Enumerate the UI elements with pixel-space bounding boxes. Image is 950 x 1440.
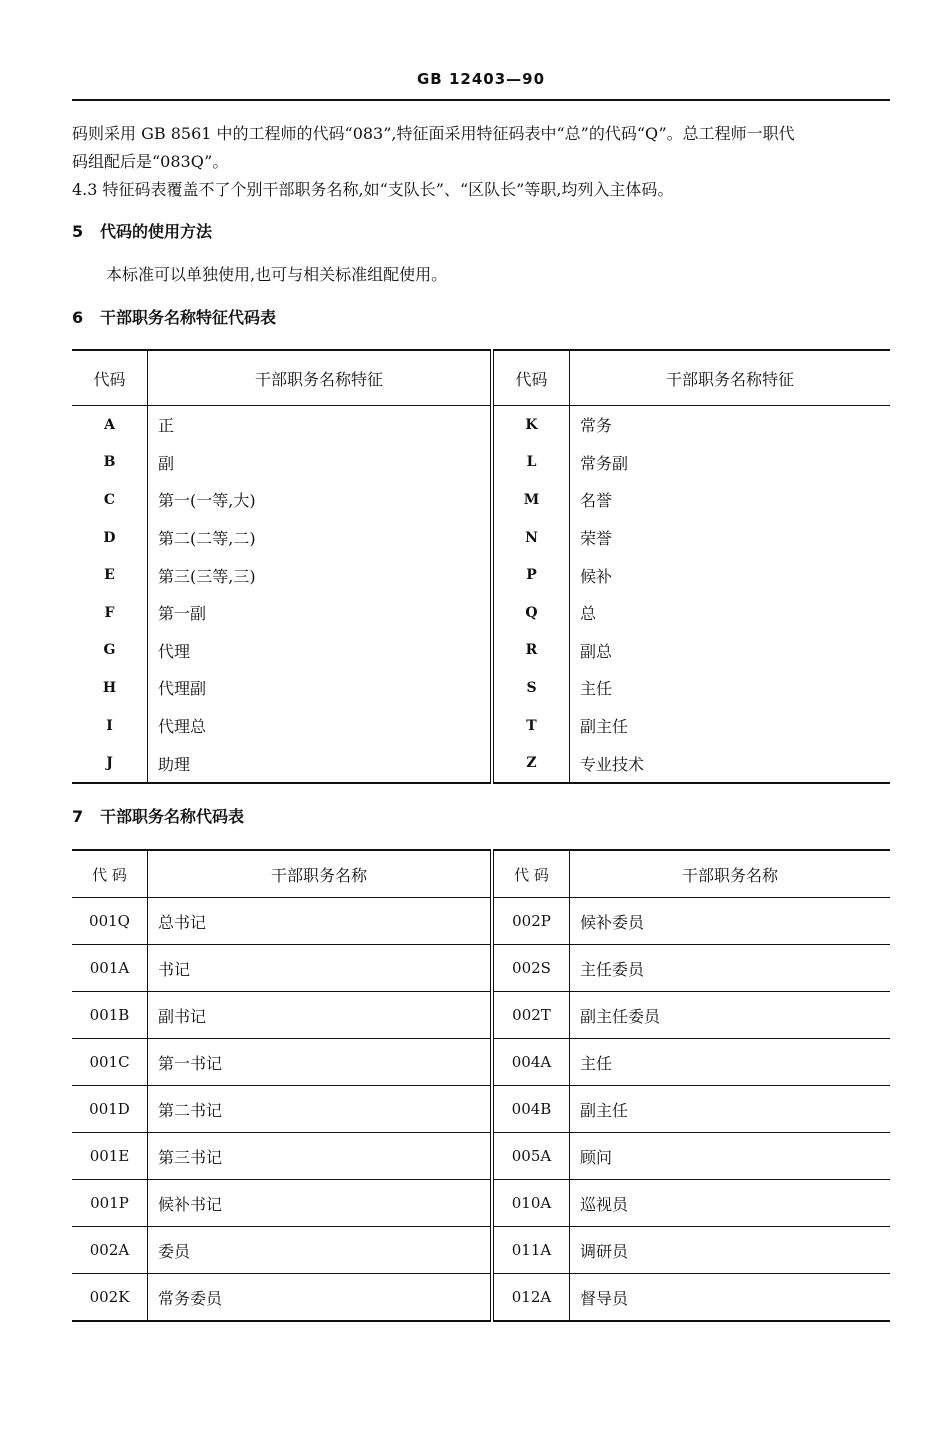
cell-code-2: 004A bbox=[492, 1039, 570, 1086]
cell-name: 代理 bbox=[148, 632, 493, 670]
table-row bbox=[72, 1180, 890, 1227]
header-code: 代 码 bbox=[72, 850, 148, 898]
cell-name: 副 bbox=[148, 444, 493, 482]
table-header-row bbox=[72, 850, 890, 898]
table-row bbox=[72, 1274, 890, 1322]
cell-name: 第一(一等,大) bbox=[148, 481, 493, 519]
cell-code-2: 002P bbox=[492, 898, 570, 945]
cell-code-2: 011A bbox=[492, 1227, 570, 1274]
table-row bbox=[72, 481, 890, 519]
cell-name: 书记 bbox=[148, 945, 493, 992]
table-row bbox=[72, 1039, 890, 1086]
cell-name: 委员 bbox=[148, 1227, 493, 1274]
header-feature: 干部职务名称特征 bbox=[148, 350, 493, 406]
table-row bbox=[72, 707, 890, 745]
cell-code-2: 004B bbox=[492, 1086, 570, 1133]
cell-name: 第三(三等,三) bbox=[148, 556, 493, 594]
cell-code: 001Q bbox=[72, 898, 148, 945]
cell-name-2: 荣誉 bbox=[570, 519, 891, 557]
section-7-number: 7 bbox=[72, 807, 84, 826]
document-header: GB 12403—90 bbox=[416, 70, 546, 88]
paragraph-line-1: 码则采用 GB 8561 中的工程师的代码“083”,特征面采用特征码表中“总”的代码“Q”。总工程师一职代 bbox=[72, 124, 795, 143]
cell-code-2: T bbox=[492, 707, 570, 745]
header-code: 代码 bbox=[72, 350, 148, 406]
cell-name-2: 主任 bbox=[570, 669, 891, 707]
cell-name: 第二书记 bbox=[148, 1086, 493, 1133]
section-6-title: 干部职务名称特征代码表 bbox=[100, 308, 277, 327]
section-6-heading bbox=[72, 304, 276, 331]
cell-name-2: 主任委员 bbox=[570, 945, 891, 992]
table-row bbox=[72, 519, 890, 557]
table-row bbox=[72, 444, 890, 482]
cell-name-2: 副总 bbox=[570, 632, 891, 670]
feature-code-table bbox=[72, 349, 890, 784]
cell-name-2: 专业技术 bbox=[570, 744, 891, 783]
table-row bbox=[72, 632, 890, 670]
section-5-title: 代码的使用方法 bbox=[100, 222, 213, 241]
section-7-title: 干部职务名称代码表 bbox=[100, 807, 245, 826]
cell-name-2: 调研员 bbox=[570, 1227, 891, 1274]
cell-code-2: K bbox=[492, 406, 570, 444]
table-row bbox=[72, 594, 890, 632]
cell-name: 助理 bbox=[148, 744, 493, 783]
table-row bbox=[72, 1133, 890, 1180]
cell-code: F bbox=[104, 604, 115, 621]
header-code-2: 代 码 bbox=[492, 850, 570, 898]
cell-code: 001C bbox=[72, 1039, 148, 1086]
cell-name: 总书记 bbox=[148, 898, 493, 945]
position-code-table bbox=[72, 849, 890, 1322]
cell-code-2: Z bbox=[492, 744, 570, 783]
cell-code: H bbox=[102, 679, 117, 696]
cell-code: C bbox=[103, 491, 116, 508]
cell-name-2: 常务 bbox=[570, 406, 891, 444]
paragraph-line-2: 码组配后是“083Q”。 bbox=[72, 152, 229, 171]
cell-code-2: 002S bbox=[492, 945, 570, 992]
cell-code-2: Q bbox=[492, 594, 570, 632]
cell-code-2: 002T bbox=[492, 992, 570, 1039]
section-7-heading bbox=[72, 803, 244, 830]
header-feature-2: 干部职务名称特征 bbox=[570, 350, 891, 406]
cell-name: 第二(二等,二) bbox=[148, 519, 493, 557]
header-rule bbox=[72, 99, 890, 101]
cell-code: 001E bbox=[72, 1133, 148, 1180]
section-6-number: 6 bbox=[72, 308, 84, 327]
cell-name: 候补书记 bbox=[148, 1180, 493, 1227]
cell-code: 001P bbox=[72, 1180, 148, 1227]
cell-code: 001D bbox=[72, 1086, 148, 1133]
cell-code-2: M bbox=[492, 481, 570, 519]
cell-name-2: 候补 bbox=[570, 556, 891, 594]
cell-code-2: S bbox=[492, 669, 570, 707]
clause-4-3: 4.3 特征码表覆盖不了个别干部职务名称,如“支队长”、“区队长”等职,均列入主体码。 bbox=[72, 180, 674, 199]
cell-code: I bbox=[106, 717, 113, 734]
cell-code: 001A bbox=[72, 945, 148, 992]
section-5-heading bbox=[72, 218, 212, 245]
cell-code-2: 010A bbox=[492, 1180, 570, 1227]
cell-name-2: 巡视员 bbox=[570, 1180, 891, 1227]
cell-code: 001B bbox=[72, 992, 148, 1039]
cell-name-2: 副主任 bbox=[570, 1086, 891, 1133]
cell-name: 代理副 bbox=[148, 669, 493, 707]
cell-code-2: L bbox=[492, 444, 570, 482]
cell-name-2: 副主任 bbox=[570, 707, 891, 745]
table-header-row bbox=[72, 350, 890, 406]
table-row bbox=[72, 744, 890, 783]
cell-code: G bbox=[103, 642, 116, 659]
section-5-number: 5 bbox=[72, 222, 84, 241]
cell-code: D bbox=[103, 529, 116, 546]
cell-name-2: 名誉 bbox=[570, 481, 891, 519]
cell-name: 正 bbox=[148, 406, 493, 444]
cell-name-2: 督导员 bbox=[570, 1274, 891, 1322]
section-5-text: 本标准可以单独使用,也可与相关标准组配使用。 bbox=[106, 265, 448, 284]
cell-code: 002K bbox=[89, 1288, 130, 1306]
cell-name-2: 常务副 bbox=[570, 444, 891, 482]
table-row bbox=[72, 406, 890, 444]
cell-name: 第一书记 bbox=[148, 1039, 493, 1086]
cell-code-2: R bbox=[492, 632, 570, 670]
cell-name: 副书记 bbox=[148, 992, 493, 1039]
cell-name-2: 候补委员 bbox=[570, 898, 891, 945]
header-code-2: 代码 bbox=[492, 350, 570, 406]
cell-name-2: 顾问 bbox=[570, 1133, 891, 1180]
cell-code-2: P bbox=[492, 556, 570, 594]
table-row bbox=[72, 992, 890, 1039]
cell-code: B bbox=[103, 454, 116, 471]
header-position-name-2: 干部职务名称 bbox=[570, 850, 891, 898]
header-position-name: 干部职务名称 bbox=[148, 850, 493, 898]
cell-code-2: N bbox=[492, 519, 570, 557]
table-row bbox=[72, 898, 890, 945]
cell-code: J bbox=[106, 755, 113, 772]
cell-code: 002A bbox=[72, 1227, 148, 1274]
cell-code: E bbox=[104, 567, 115, 584]
cell-name-2: 主任 bbox=[570, 1039, 891, 1086]
cell-name: 代理总 bbox=[148, 707, 493, 745]
cell-name: 第三书记 bbox=[148, 1133, 493, 1180]
cell-name: 常务委员 bbox=[148, 1274, 493, 1322]
table-row bbox=[72, 945, 890, 992]
table-row bbox=[72, 1086, 890, 1133]
table-row bbox=[72, 1227, 890, 1274]
table-row bbox=[72, 556, 890, 594]
cell-code-2: 012A bbox=[492, 1274, 570, 1322]
cell-name: 第一副 bbox=[148, 594, 493, 632]
cell-code: A bbox=[104, 416, 115, 433]
cell-name-2: 副主任委员 bbox=[570, 992, 891, 1039]
table-row bbox=[72, 669, 890, 707]
cell-name-2: 总 bbox=[570, 594, 891, 632]
cell-code-2: 005A bbox=[492, 1133, 570, 1180]
